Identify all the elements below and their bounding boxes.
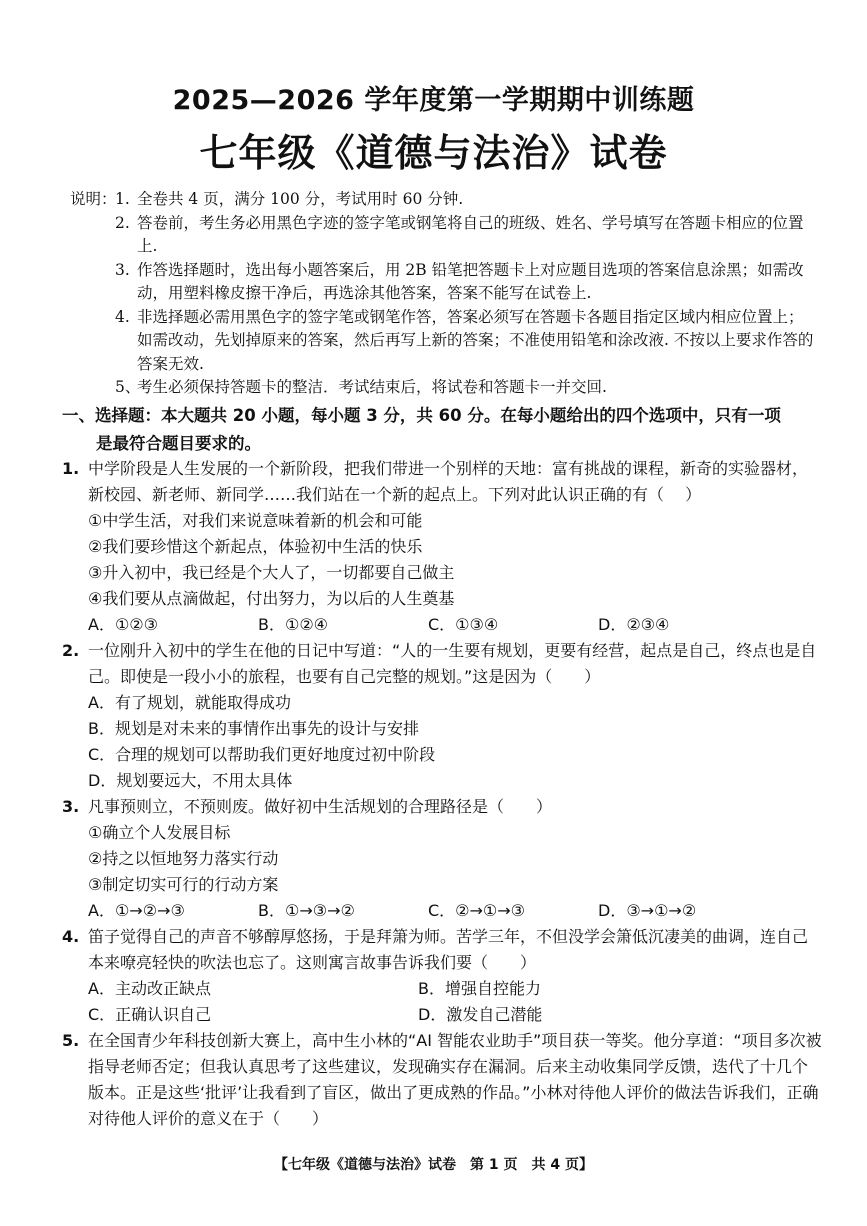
question-1 bbox=[62, 456, 822, 638]
question-number: 2. bbox=[62, 641, 80, 660]
option-b: B．规划是对未来的事情作出事先的设计与安排 bbox=[88, 719, 419, 738]
instruction-item bbox=[70, 306, 815, 377]
option-d: D．规划要远大，不用太具体 bbox=[88, 771, 293, 790]
options bbox=[62, 690, 822, 794]
options bbox=[62, 976, 822, 1002]
instruction-text: 答卷前，考生务必用黑色字迹的签字笔或钢笔将自己的班级、姓名、学号填写在答题卡相应的位置上. bbox=[137, 213, 804, 255]
instructions bbox=[70, 188, 815, 400]
section-heading bbox=[62, 402, 822, 458]
option-c: C．合理的规划可以帮助我们更好地度过初中阶段 bbox=[88, 745, 436, 764]
statement: ③升入初中，我已经是个大人了，一切都要自己做主 bbox=[88, 563, 455, 582]
instruction-number: 5、 bbox=[115, 378, 141, 396]
option-d: D．激发自己潜能 bbox=[418, 1005, 543, 1024]
instruction-number: 1. bbox=[115, 190, 130, 208]
question-stem: 中学阶段是人生发展的一个新阶段，把我们带进一个别样的天地：富有挑战的课程，新奇的实验器材，新校园、新老师、新同学……我们站在一个新的起点上。下列对此认识正确的有（ ） bbox=[88, 459, 809, 504]
instruction-number: 4. bbox=[115, 307, 130, 326]
option-a: A．①→②→③ bbox=[88, 901, 185, 920]
option-c: C．②→①→③ bbox=[428, 901, 526, 920]
instructions-prefix: 说明： bbox=[70, 190, 117, 208]
option-c: C．①③④ bbox=[428, 615, 499, 634]
option-c: C．正确认识自己 bbox=[88, 1005, 212, 1024]
options bbox=[62, 612, 822, 638]
options bbox=[62, 898, 822, 924]
instruction-item bbox=[70, 188, 815, 212]
question-list bbox=[62, 456, 822, 1132]
instruction-number: 3. bbox=[115, 260, 130, 279]
question-number: 3. bbox=[62, 797, 80, 816]
question-4 bbox=[62, 924, 822, 1028]
section-heading-line2: 是最符合题目要求的。 bbox=[96, 434, 261, 453]
instruction-text: 非选择题必需用黑色字的签字笔或钢笔作答，答案必须写在答题卡各题目指定区域内相应位置上；如需改动，先划掉原来的答案，然后再写上新的答案；不准使用铅笔和涂改液. 不按以上要求作答的答案无效. bbox=[137, 307, 814, 373]
instruction-item bbox=[70, 212, 815, 259]
question-stem: 一位刚升入初中的学生在他的日记中写道：“人的一生要有规划，更要有经营，起点是自己，终点也是自己。即使是一段小小的旅程，也要有自己完整的规划。”这是因为（ ） bbox=[88, 641, 817, 686]
instruction-item bbox=[70, 259, 815, 306]
question-stem: 在全国青少年科技创新大赛上，高中生小林的“AI 智能农业助手”项目获一等奖。他分享道：“项目多次被指导老师否定；但我认真思考了这些建议，发现确实存在漏洞。后来主动收集同学反馈，迭代了十几个版本。正是这些‘批评’让我看到了盲区，做出了更成熟的作品。”小林对待他人评价的做法告诉我们，正确对待他人评价的意义在于（ ） bbox=[88, 1031, 822, 1128]
exam-subject-title: 七年级《道德与法治》试卷 bbox=[199, 131, 668, 175]
instruction-number: 2. bbox=[115, 213, 130, 232]
option-b: B．①②④ bbox=[258, 615, 329, 634]
page-footer: 【七年级《道德与法治》试卷 第 1 页 共 4 页】 bbox=[274, 1157, 593, 1173]
option-a: A．主动改正缺点 bbox=[88, 979, 211, 998]
statement: ②持之以恒地努力落实行动 bbox=[88, 849, 279, 868]
question-2 bbox=[62, 638, 822, 794]
statement: ①确立个人发展目标 bbox=[88, 823, 231, 842]
option-d: D．③→①→② bbox=[598, 901, 697, 920]
section-heading-line1: 一、选择题：本大题共 20 小题，每小题 3 分，共 60 分。在每小题给出的四个选项中，只有一项 bbox=[62, 406, 781, 425]
options bbox=[62, 1002, 822, 1028]
instruction-item bbox=[70, 376, 815, 400]
exam-term-title: 2025—2026 学年度第一学期期中训练题 bbox=[172, 85, 695, 116]
question-3 bbox=[62, 794, 822, 924]
question-number: 4. bbox=[62, 927, 80, 946]
statement: ①中学生活，对我们来说意味着新的机会和可能 bbox=[88, 511, 423, 530]
statement: ③制定切实可行的行动方案 bbox=[88, 875, 279, 894]
instruction-text: 全卷共 4 页，满分 100 分，考试用时 60 分钟. bbox=[137, 190, 464, 208]
option-a: A．有了规划，就能取得成功 bbox=[88, 693, 291, 712]
question-number: 5. bbox=[62, 1031, 80, 1050]
instruction-text: 作答选择题时，选出每小题答案后，用 2B 铅笔把答题卡上对应题目选项的答案信息涂黑；如需改动，用塑料橡皮擦干净后，再选涂其他答案，答案不能写在试卷上. bbox=[137, 260, 804, 302]
statement: ④我们要从点滴做起，付出努力，为以后的人生奠基 bbox=[88, 589, 455, 608]
question-stem: 笛子觉得自己的声音不够醇厚悠扬，于是拜箫为师。苦学三年，不但没学会箫低沉凄美的曲调，连自己本来嘹亮轻快的吹法也忘了。这则寓言故事告诉我们要（ ） bbox=[88, 927, 809, 972]
option-b: B．①→③→② bbox=[258, 901, 355, 920]
question-stem: 凡事预则立，不预则废。做好初中生活规划的合理路径是（ ） bbox=[88, 797, 553, 816]
instruction-text: 考生必须保持答题卡的整洁．考试结束后，将试卷和答题卡一并交回. bbox=[137, 378, 607, 396]
statement: ②我们要珍惜这个新起点，体验初中生活的快乐 bbox=[88, 537, 423, 556]
question-number: 1. bbox=[62, 459, 80, 478]
question-5 bbox=[62, 1028, 822, 1132]
option-b: B．增强自控能力 bbox=[418, 979, 541, 998]
option-d: D．②③④ bbox=[598, 615, 670, 634]
option-a: A．①②③ bbox=[88, 615, 158, 634]
